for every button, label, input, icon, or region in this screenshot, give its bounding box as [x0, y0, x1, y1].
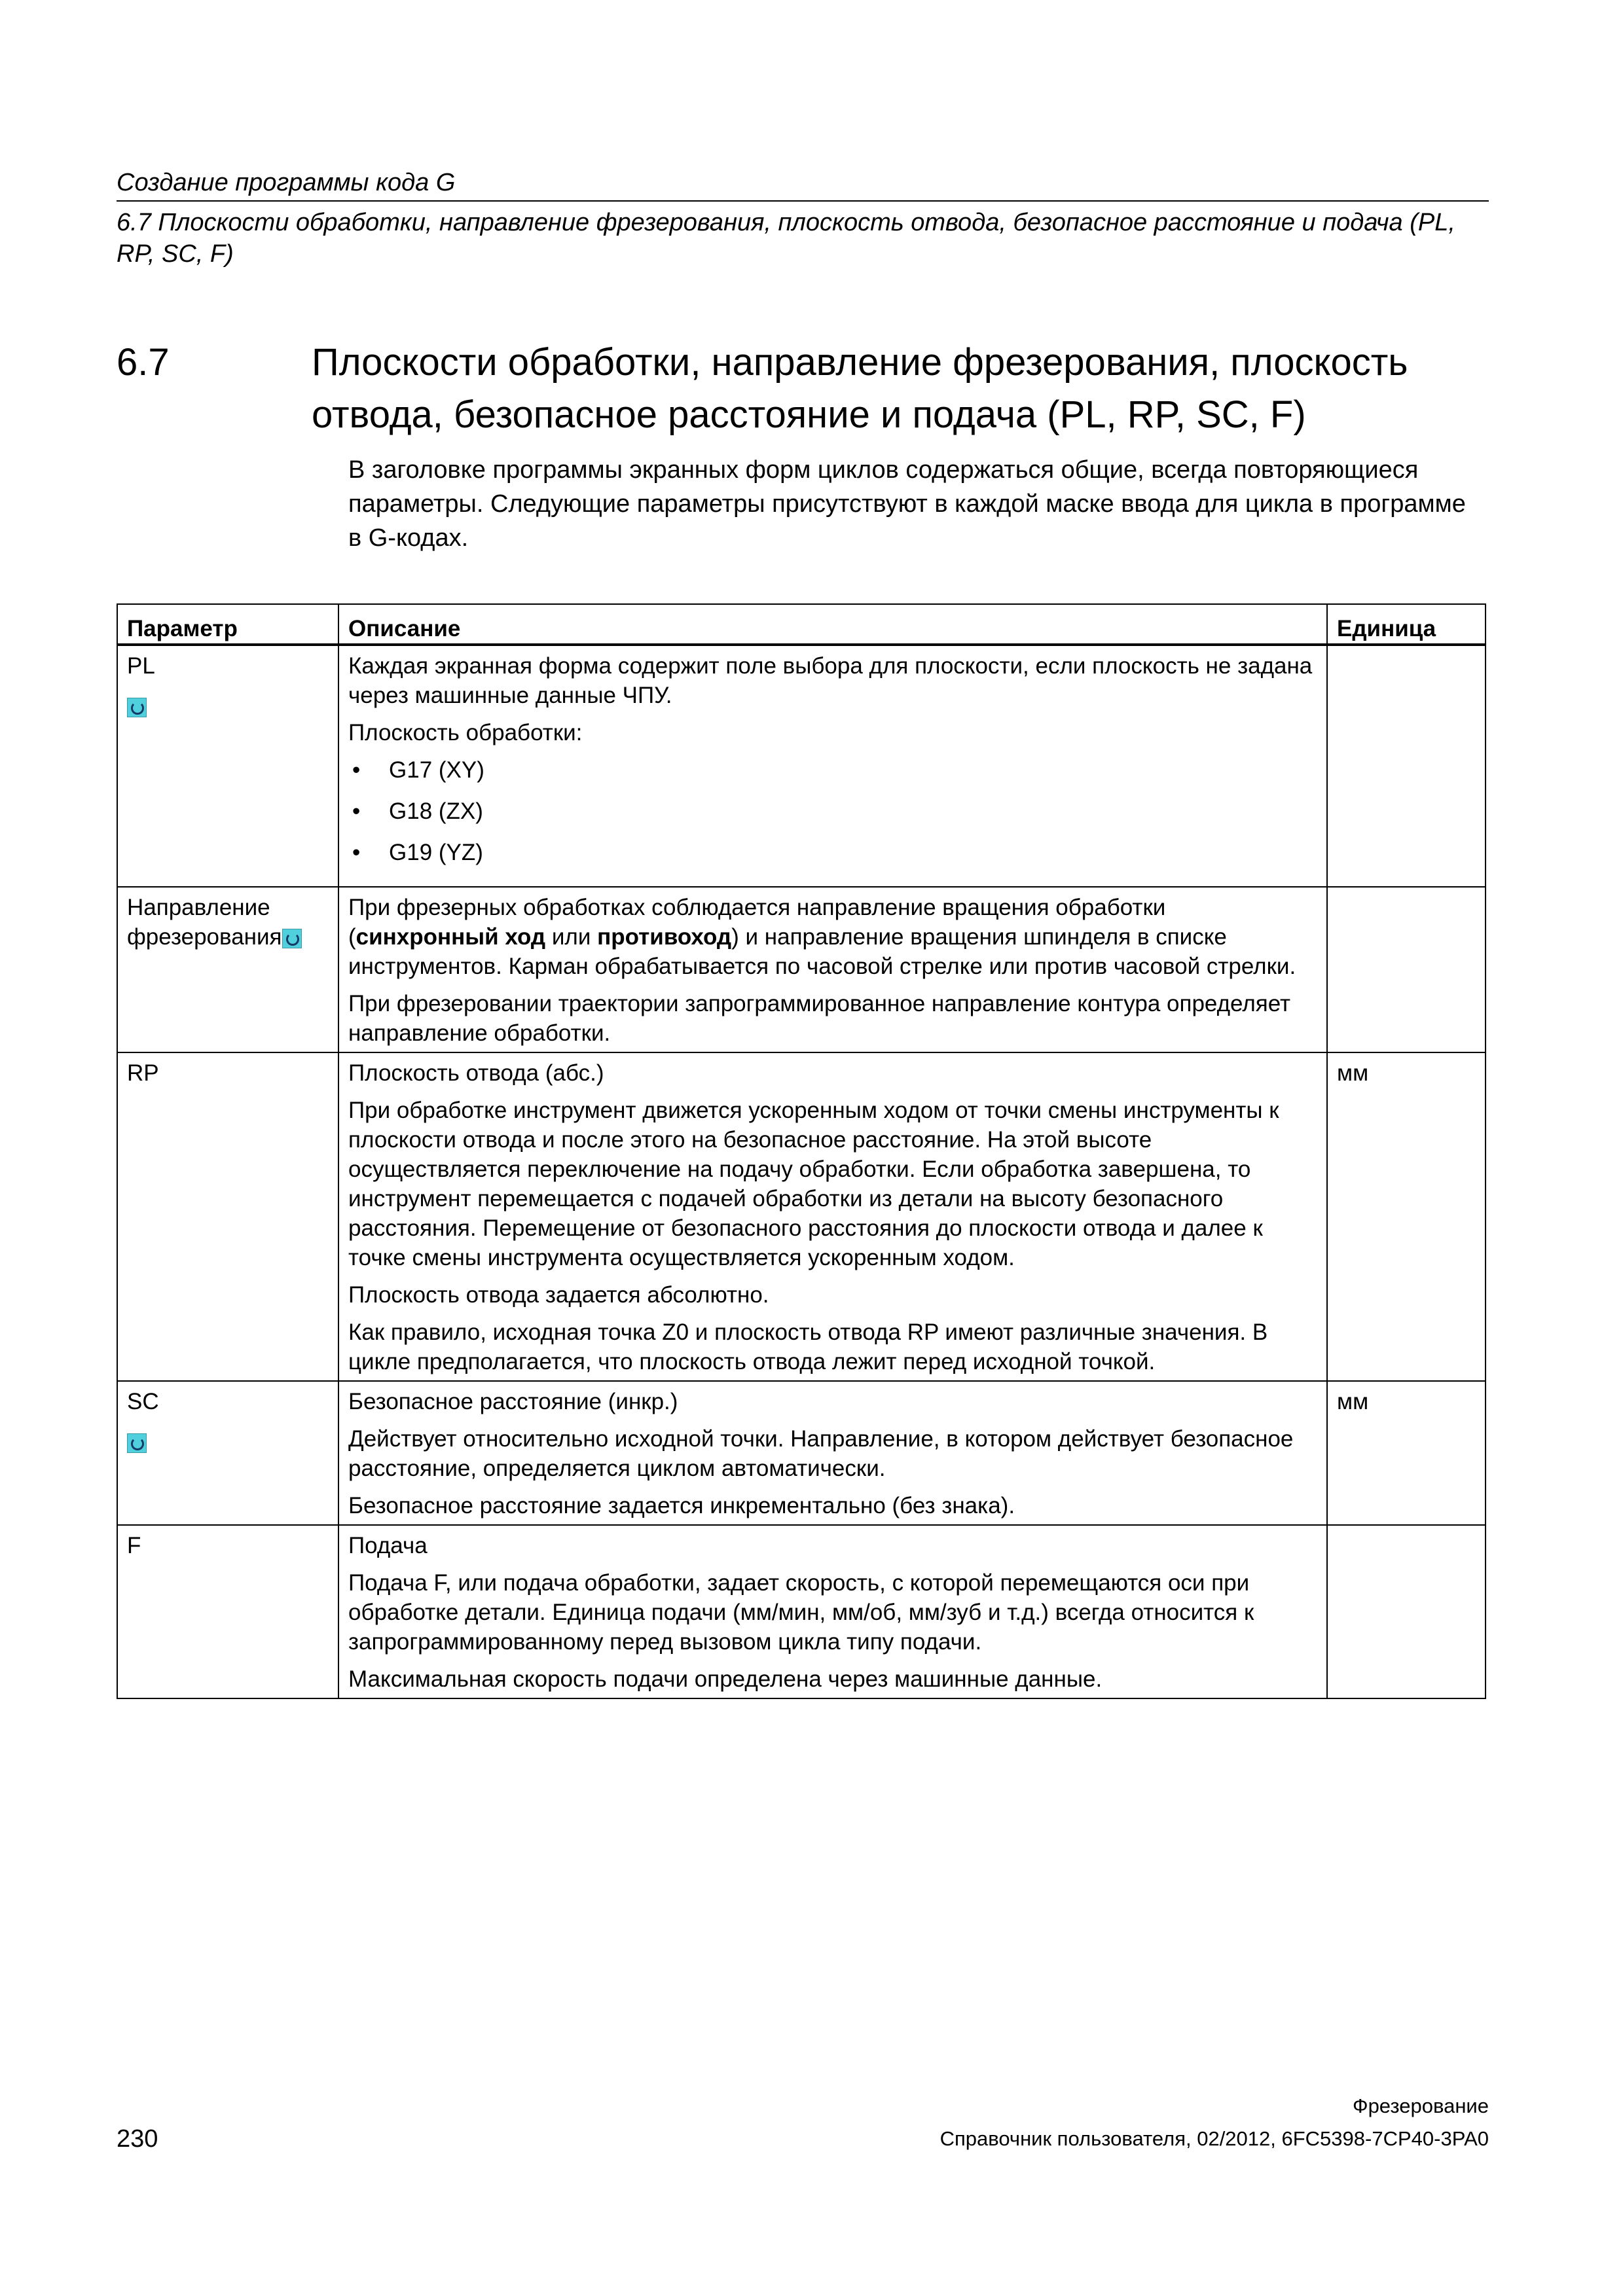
section-title: Плоскости обработки, направление фрезерования, плоскость отвода, безопасное расстояние и подача (PL, RP, SC, F) — [312, 341, 1408, 436]
description-text: Плоскость отвода (абс.) — [348, 1060, 604, 1086]
description-text: Максимальная скорость подачи определена через машинные данные. — [348, 1666, 1103, 1692]
description-cell — [338, 1052, 1327, 1381]
param-name: RP — [127, 1060, 159, 1086]
description-text: Как правило, исходная точка Z0 и плоскость отвода RP имеют различные значения. В цикле предполагается, что плоскость отвода лежит перед исходной точкой. — [348, 1319, 1268, 1374]
description-cell — [338, 645, 1327, 887]
description-text: Каждая экранная форма содержит поле выбора для плоскости, если плоскость не задана через машинные данные ЧПУ. — [348, 653, 1313, 708]
running-header-section: 6.7 Плоскости обработки, направление фрезерования, плоскость отвода, безопасное расстояние и подача (PL, RP, SC, F) — [117, 209, 1455, 268]
unit-cell — [1327, 1525, 1486, 1698]
header-description: Описание — [338, 604, 1327, 645]
table-row-sc — [117, 1381, 1486, 1525]
description-text: Безопасное расстояние задается инкрементально (без знака). — [348, 1493, 1015, 1518]
param-name: F — [127, 1533, 141, 1558]
footer-book-title: Фрезерование — [1353, 2094, 1489, 2117]
unit-cell — [1327, 645, 1486, 887]
unit-cell: мм — [1327, 1052, 1486, 1381]
header-unit: Единица — [1327, 604, 1486, 645]
description-cell — [338, 887, 1327, 1052]
description-cell — [338, 1381, 1327, 1525]
list-item: • G18 (ZX) — [348, 797, 1319, 826]
toggle-icon — [127, 1433, 147, 1453]
list-item: • G19 (YZ) — [348, 838, 1319, 867]
toggle-icon — [127, 698, 147, 717]
description-text: Плоскость обработки: — [348, 720, 583, 745]
param-name: PL — [127, 653, 155, 679]
description-text: При фрезеровании траектории запрограммированное направление контура определяет направление обработки. — [348, 991, 1291, 1046]
page-number: 230 — [117, 2125, 158, 2153]
table-row-pl — [117, 645, 1486, 887]
table-row-f — [117, 1525, 1486, 1698]
unit-cell — [1327, 887, 1486, 1052]
description-text: Действует относительно исходной точки. Направление, в котором действует безопасное расстояние, определяется циклом автоматически. — [348, 1426, 1294, 1481]
unit-cell: мм — [1327, 1381, 1486, 1525]
footer-reference: Справочник пользователя, 02/2012, 6FC5398-7CP40-3PA0 — [939, 2127, 1489, 2150]
plane-list — [348, 755, 1319, 867]
running-header-chapter: Создание программы кода G — [117, 169, 456, 196]
description-text: Безопасное расстояние (инкр.) — [348, 1389, 678, 1414]
description-text: При обработке инструмент движется ускоренным ходом от точки смены инструменты к плоскости отвода и после этого на безопасное расстояние. На этой высоте осуществляется переключение на подачу обработки. Если обработка завершена, то инструмент перемещается с подачей обработки из детали на высоту безопасного расстояния. Перемещение от безопасного расстояния до плоскости отвода и далее к точке смены инструмента осуществляется ускоренным ходом. — [348, 1098, 1279, 1270]
table-row-rp — [117, 1052, 1486, 1381]
toggle-icon — [282, 929, 302, 948]
description-text: Подача F, или подача обработки, задает скорость, с которой перемещаются оси при обработке детали. Единица подачи (мм/мин, мм/об, мм/зуб и т.д.) всегда относится к запрограммированному перед вызовом цикла типу подачи. — [348, 1570, 1254, 1655]
description-text: Плоскость отвода задается абсолютно. — [348, 1282, 769, 1308]
description-text: Подача — [348, 1533, 428, 1558]
table-header-row — [117, 604, 1486, 645]
param-name: SC — [127, 1389, 159, 1414]
term-conventional: противоход — [597, 924, 732, 950]
intro-paragraph: В заголовке программы экранных форм циклов содержаться общие, всегда повторяющиеся параметры. Следующие параметры присутствуют в каждой маске ввода для цикла в программе в G-кодах. — [348, 456, 1466, 552]
term-climb: синхронный ход — [356, 924, 546, 950]
table-row-milling-direction — [117, 887, 1486, 1052]
param-cell — [117, 1381, 338, 1525]
list-item: • G17 (XY) — [348, 755, 1319, 785]
description-cell — [338, 1525, 1327, 1698]
param-cell — [117, 1052, 338, 1381]
param-cell — [117, 1525, 338, 1698]
param-cell — [117, 645, 338, 887]
section-number: 6.7 — [117, 341, 170, 384]
param-cell — [117, 887, 338, 1052]
description-text: При фрезерных обработках соблюдается направление вращения обработки (синхронный ход или противоход) и направление вращения шпинделя в списке инструментов. Карман обрабатывается по часовой стрелке или против часовой стрелки. — [348, 895, 1296, 979]
header-rule — [117, 200, 1489, 202]
param-name: Направление фрезерования — [127, 895, 282, 950]
header-param: Параметр — [117, 604, 338, 645]
parameter-table — [117, 603, 1486, 1699]
